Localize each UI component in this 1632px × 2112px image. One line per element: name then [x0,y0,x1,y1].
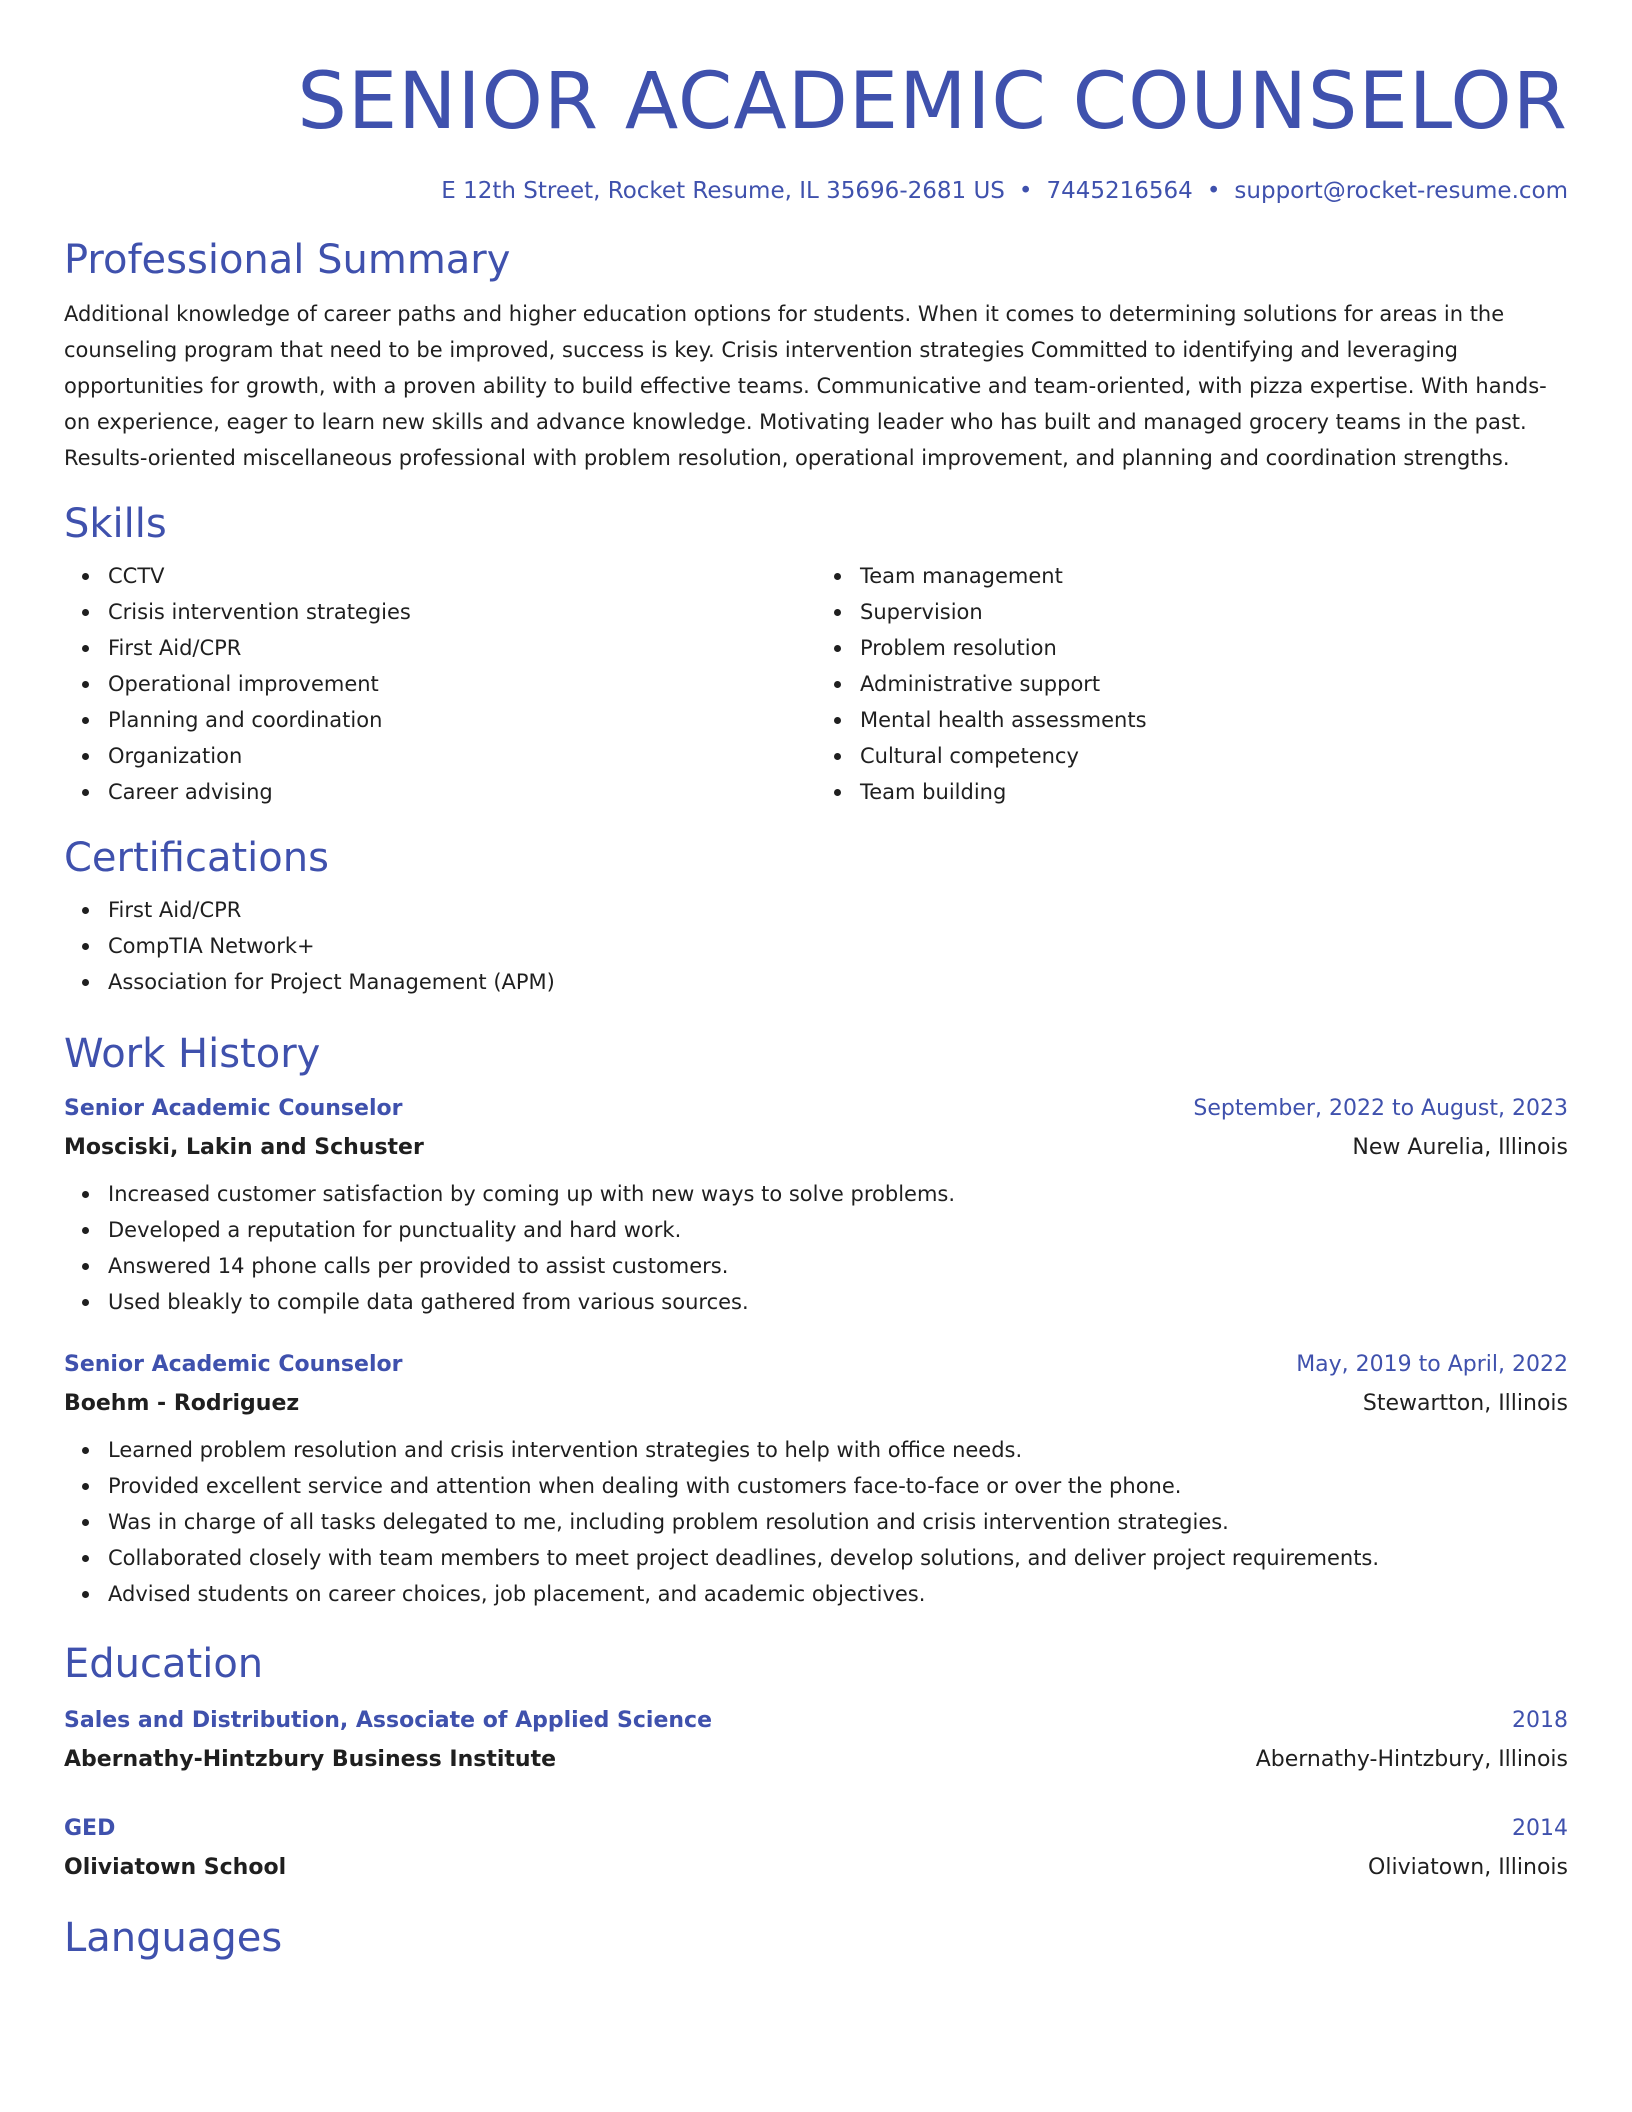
skill-item: Planning and coordination [108,702,816,738]
skill-item: Problem resolution [860,630,1568,666]
resume-page [64,0,1568,1964]
job-header-row [64,1090,1568,1128]
skill-item: First Aid/CPR [108,630,816,666]
job-company: Mosciski, Lakin and Schuster [64,1135,424,1160]
contact-line [64,176,1568,206]
job-bullet: Advised students on career choices, job placement, and academic objectives. [108,1576,1568,1612]
education-location: Abernathy-Hintzbury, Illinois [1255,1747,1568,1772]
work-history-heading: Work History [64,1031,321,1077]
job-dates: September, 2022 to August, 2023 [1193,1096,1568,1121]
skill-item: Team management [860,558,1568,594]
job-company: Boehm - Rodriguez [64,1391,300,1416]
job-bullet: Learned problem resolution and crisis intervention strategies to help with office needs. [108,1432,1568,1468]
job-location: New Aurelia, Illinois [1352,1135,1568,1160]
job-org-row [64,1128,1568,1168]
summary-heading: Professional Summary [64,237,511,283]
resume-title: SENIOR ACADEMIC COUNSELOR [297,57,1568,147]
education-entry [64,1810,1568,1888]
languages-heading: Languages [64,1915,283,1961]
skills-column-left [64,558,816,810]
contact-address: E 12th Street, Rocket Resume, IL 35696-2681 US [441,178,1005,204]
skills-list [64,558,1568,810]
skill-item: Team building [860,774,1568,810]
job-entry [64,1346,1568,1612]
job-bullet: Collaborated closely with team members to meet project deadlines, develop solutions, and deliver project requirements. [108,1540,1568,1576]
job-bullet: Provided excellent service and attention when dealing with customers face-to-face or over the phone. [108,1468,1568,1504]
contact-separator: • [1018,178,1033,204]
contact-phone: 7445216564 [1046,178,1193,204]
skill-item: Organization [108,738,816,774]
education-heading: Education [64,1641,264,1687]
job-title: Senior Academic Counselor [64,1096,403,1121]
certifications-list [64,892,1568,1000]
skill-item: Administrative support [860,666,1568,702]
education-header-row [64,1810,1568,1848]
contact-separator: • [1206,178,1221,204]
job-bullet: Developed a reputation for punctuality and hard work. [108,1212,1568,1248]
contact-email: support@rocket-resume.com [1234,178,1568,204]
education-entry [64,1702,1568,1780]
job-bullet: Was in charge of all tasks delegated to me, including problem resolution and crisis intervention strategies. [108,1504,1568,1540]
skills-heading: Skills [64,501,167,547]
job-bullet: Used bleakly to compile data gathered from various sources. [108,1284,1568,1320]
skill-item: Mental health assessments [860,702,1568,738]
skill-item: Career advising [108,774,816,810]
job-bullet: Answered 14 phone calls per provided to assist customers. [108,1248,1568,1284]
job-dates: May, 2019 to April, 2022 [1296,1352,1568,1377]
education-year: 2014 [1512,1816,1568,1841]
job-bullet: Increased customer satisfaction by coming up with new ways to solve problems. [108,1176,1568,1212]
education-location: Oliviatown, Illinois [1368,1855,1568,1880]
education-school: Abernathy-Hintzbury Business Institute [64,1747,557,1772]
certification-item: CompTIA Network+ [108,928,1568,964]
education-degree: Sales and Distribution, Associate of Applied Science [64,1708,712,1733]
job-location: Stewartton, Illinois [1362,1391,1568,1416]
job-entry [64,1090,1568,1320]
education-header-row [64,1702,1568,1740]
skill-item: Operational improvement [108,666,816,702]
certification-item: First Aid/CPR [108,892,1568,928]
skill-item: Supervision [860,594,1568,630]
summary-text: Additional knowledge of career paths and higher education options for students. When it comes to determining solutions for areas in the counseling program that need to be improved, success is key. Crisis intervention strategies Committed to identifying and leveraging opportunities for growth, with a proven ability to build effective teams. Communicative and team-oriented, with pizza expertise. With hands-on experience, eager to learn new skills and advance knowledge. Motivating leader who has built and managed grocery teams in the past. Results-oriented miscellaneous professional with problem resolution, operational improvement, and planning and coordination strengths. [64,302,1547,470]
skill-item: Crisis intervention strategies [108,594,816,630]
education-year: 2018 [1512,1708,1568,1733]
education-school: Oliviatown School [64,1855,287,1880]
job-bullets [64,1432,1568,1612]
skill-item: CCTV [108,558,816,594]
education-degree: GED [64,1816,116,1841]
job-title: Senior Academic Counselor [64,1352,403,1377]
job-org-row [64,1384,1568,1424]
certifications-heading: Certifications [64,835,329,881]
education-school-row [64,1740,1568,1780]
skills-column-right [816,558,1568,810]
job-bullets [64,1176,1568,1320]
education-school-row [64,1848,1568,1888]
certification-item: Association for Project Management (APM) [108,964,1568,1000]
skill-item: Cultural competency [860,738,1568,774]
job-header-row [64,1346,1568,1384]
